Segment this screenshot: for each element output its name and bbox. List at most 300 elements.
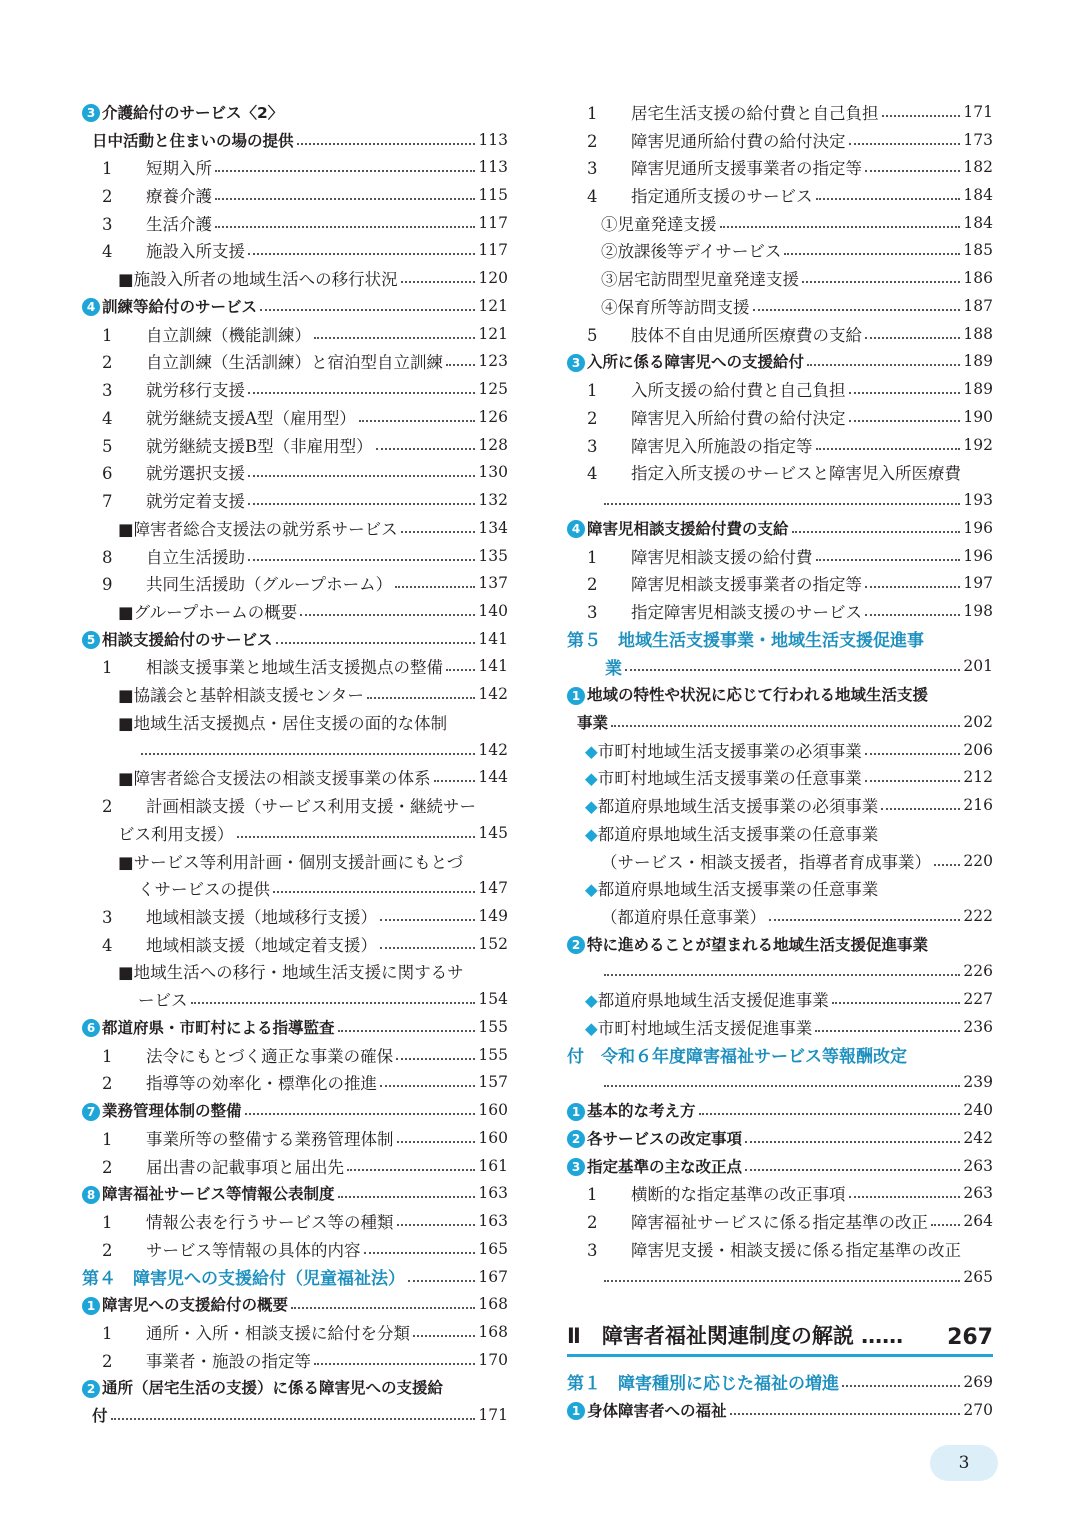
toc-entry-text xyxy=(567,128,846,152)
toc-entry xyxy=(82,1290,508,1318)
item-number: 4 xyxy=(587,464,598,484)
chapter-title: 付 令和６年度障害福祉サービス等報酬改定 xyxy=(567,1047,907,1068)
entry-title-cont: ビス利用支援） xyxy=(118,824,234,844)
item-title: 入所支援の給付費と自己負担 xyxy=(631,381,846,401)
dot-leader xyxy=(604,974,960,976)
dot-leader xyxy=(446,669,475,671)
dot-leader xyxy=(934,864,960,866)
toc-entry-text xyxy=(567,987,829,1011)
sub-item-title: ■地域生活への移行・地域生活支援に関するサ xyxy=(118,963,464,983)
page-ref: 189 xyxy=(963,380,993,399)
dot-leader xyxy=(842,1385,960,1387)
dot-leader xyxy=(865,753,961,755)
item-title: 計画相談支援（サービス利用支援・継続サー xyxy=(146,797,476,817)
item-number: 3 xyxy=(587,1240,598,1260)
page-ref: 222 xyxy=(963,907,993,925)
dot-leader xyxy=(297,143,476,145)
toc-entry xyxy=(82,209,508,237)
dot-leader xyxy=(401,531,476,533)
item-number: 1 xyxy=(102,325,113,345)
part-heading xyxy=(567,1314,993,1357)
dot-leader xyxy=(408,1280,475,1282)
dot-leader xyxy=(699,1113,961,1115)
page-ref: 134 xyxy=(478,518,508,537)
item-title: 就労選択支援 xyxy=(146,464,245,484)
page-ref: 142 xyxy=(478,685,508,704)
toc-entry-text xyxy=(567,1099,696,1121)
item-number: 1 xyxy=(587,381,598,401)
section-title: 身体障害者への福祉 xyxy=(587,1401,727,1420)
item-title: 通所・入所・相談支援に給付を分類 xyxy=(146,1323,410,1343)
toc-entry-text xyxy=(567,350,804,372)
toc-entry-text xyxy=(82,211,212,235)
dot-leader xyxy=(401,281,476,283)
toc-entry xyxy=(82,819,508,847)
toc-entry-text xyxy=(567,738,862,762)
toc-entry-text xyxy=(82,377,245,401)
item-title: 自立生活援助 xyxy=(146,547,245,567)
toc-entry-text xyxy=(82,1320,410,1344)
toc-entry xyxy=(82,708,508,736)
dot-leader xyxy=(215,198,475,200)
item-number: 1 xyxy=(102,1213,113,1233)
toc-entry-text xyxy=(82,682,364,706)
item-title: 肢体不自由児通所医療費の支給 xyxy=(631,325,862,345)
dot-leader xyxy=(248,559,475,561)
item-number: 1 xyxy=(102,159,113,179)
section-number-badge: 4 xyxy=(82,298,100,316)
section-number-badge: 3 xyxy=(567,1158,585,1176)
toc-entry xyxy=(567,181,993,209)
section-number-badge: 3 xyxy=(567,354,585,372)
toc-entry xyxy=(82,320,508,348)
dot-leader xyxy=(865,614,960,616)
page-ref: 140 xyxy=(478,601,508,620)
toc-entry-text xyxy=(567,266,799,290)
sub-item-title: ①児童発達支援 xyxy=(601,214,717,234)
toc-entry xyxy=(82,847,508,875)
dot-leader xyxy=(300,614,475,616)
toc-entry xyxy=(82,902,508,930)
dot-leader xyxy=(248,503,475,505)
toc-entry-text xyxy=(567,1127,742,1149)
page-ref: 120 xyxy=(478,269,508,288)
dot-leader xyxy=(434,780,476,782)
dot-leader xyxy=(865,586,960,588)
sub-item-title: 都道府県地域生活支援事業の必須事業 xyxy=(597,797,879,817)
toc-entry xyxy=(567,958,993,986)
dot-leader xyxy=(730,1413,961,1415)
page-ref: 142 xyxy=(478,740,508,759)
page-ref: 236 xyxy=(963,1017,993,1036)
item-title: 自立訓練（生活訓練）と宿泊型自立訓練 xyxy=(146,353,443,373)
page-ref: 186 xyxy=(963,269,993,288)
dot-leader xyxy=(260,309,475,311)
dot-leader xyxy=(446,364,475,366)
dot-leader xyxy=(395,586,475,588)
toc-entry-text xyxy=(82,183,212,207)
section-title: 各サービスの改定事項 xyxy=(587,1129,743,1148)
item-title: 相談支援事業と地域生活支援拠点の整備 xyxy=(146,658,443,678)
item-title: 事業者・施設の指定等 xyxy=(146,1351,311,1371)
item-title: 障害児通所給付費の給付決定 xyxy=(631,131,846,151)
toc-entry xyxy=(567,458,993,486)
page-ref: 121 xyxy=(478,324,508,343)
toc-entry-text xyxy=(82,349,443,373)
page-ref: 160 xyxy=(478,1128,508,1147)
item-number: 1 xyxy=(587,1185,598,1205)
toc-entry xyxy=(567,542,993,570)
section-title: 基本的な考え方 xyxy=(587,1102,696,1121)
toc-entry-text xyxy=(82,155,212,179)
toc-entry xyxy=(567,486,993,514)
dot-leader xyxy=(248,392,475,394)
dot-leader xyxy=(314,1363,475,1365)
toc-entry xyxy=(567,237,993,265)
item-number: 3 xyxy=(102,908,113,927)
dot-leader xyxy=(849,1196,961,1198)
page-ref: 220 xyxy=(963,851,993,870)
toc-entry-text xyxy=(567,849,931,873)
toc-entry-text xyxy=(82,1182,335,1204)
item-number: 3 xyxy=(587,159,598,179)
toc-entry-text xyxy=(567,793,878,817)
entry-title: 日中活動と住まいの場の提供 xyxy=(92,131,294,150)
toc-entry-text xyxy=(82,516,398,540)
page-ref: 240 xyxy=(963,1101,993,1120)
toc-entry xyxy=(82,375,508,403)
toc-entry xyxy=(567,625,993,653)
section-number-badge: 8 xyxy=(82,1186,100,1204)
toc-entry-text xyxy=(567,238,781,262)
section-number-badge: 1 xyxy=(567,1103,585,1121)
item-title: 障害児支援・相談支援に係る指定基準の改正 xyxy=(631,1240,961,1260)
toc-entry-text xyxy=(82,1016,335,1038)
dot-leader xyxy=(802,281,960,283)
toc-entry xyxy=(567,126,993,154)
toc-entry-text xyxy=(82,959,464,983)
diamond-icon: ◆ xyxy=(585,797,598,817)
sub-item-title: 市町村地域生活支援事業の任意事業 xyxy=(597,769,862,789)
toc-entry-text xyxy=(567,1042,907,1067)
dot-leader xyxy=(816,198,961,200)
dot-leader xyxy=(291,1307,475,1309)
sub-item-title: ④保育所等訪問支援 xyxy=(601,297,750,317)
dot-leader xyxy=(314,337,475,339)
entry-title-cont: ービス xyxy=(138,991,188,1011)
item-number: 4 xyxy=(102,408,113,428)
page-ref: 135 xyxy=(478,546,508,565)
toc-entry xyxy=(567,819,993,847)
page-ref: 212 xyxy=(963,768,993,787)
toc-entry-text xyxy=(82,1209,394,1233)
toc-entry-text xyxy=(82,987,188,1011)
toc-entry-text xyxy=(82,101,283,123)
toc-entry xyxy=(567,569,993,597)
page-ref: 145 xyxy=(478,823,508,842)
toc-entry xyxy=(82,597,508,625)
page-ref: 160 xyxy=(478,1101,508,1120)
section-number-badge: 2 xyxy=(567,936,585,954)
page-ref: 216 xyxy=(963,796,993,815)
entry-title-cont: くサービスの提供 xyxy=(138,880,270,900)
toc-entry-text xyxy=(567,1181,846,1205)
page-ref: 115 xyxy=(478,186,508,205)
toc-entry xyxy=(567,902,993,930)
page-ref: 165 xyxy=(478,1239,508,1258)
page-ref: 206 xyxy=(963,740,993,759)
dot-leader xyxy=(347,1169,475,1171)
section-number-badge: 7 xyxy=(82,1103,100,1121)
dot-leader xyxy=(376,448,476,450)
chapter-title-cont: 業 xyxy=(605,658,622,679)
toc-entry xyxy=(567,874,993,902)
toc-entry xyxy=(82,1263,508,1291)
page-ref: 125 xyxy=(478,380,508,399)
toc-entry xyxy=(82,625,508,653)
page-ref: 270 xyxy=(963,1400,993,1419)
section-number-badge: 2 xyxy=(82,1380,100,1398)
page-ref: 239 xyxy=(963,1073,993,1092)
page-ref: 155 xyxy=(478,1017,508,1036)
page-ref: 188 xyxy=(963,324,993,343)
page-ref: 141 xyxy=(478,629,508,648)
page-ref: 147 xyxy=(478,879,508,898)
page-ref: 187 xyxy=(963,296,993,315)
section-number-badge: 3 xyxy=(82,104,100,122)
toc-entry-text xyxy=(567,821,878,845)
dot-leader xyxy=(745,1169,960,1171)
toc-entry xyxy=(567,98,993,126)
item-number: 2 xyxy=(102,1157,113,1177)
toc-entry xyxy=(82,1401,508,1429)
sub-item-title: ■サービス等利用計画・個別支援計画にもとづ xyxy=(118,852,464,872)
item-title: 居宅生活支援の給付費と自己負担 xyxy=(631,103,879,123)
item-number: 2 xyxy=(587,1213,598,1233)
page-ref: 113 xyxy=(478,130,508,149)
toc-entry-text xyxy=(567,711,608,733)
page-ref: 123 xyxy=(478,352,508,371)
entry-title: 付 xyxy=(92,1407,108,1426)
item-number: 1 xyxy=(102,658,113,678)
sub-item-title: ■障害者総合支援法の相談支援事業の体系 xyxy=(118,769,431,789)
toc-entry-text xyxy=(82,904,377,928)
section-title: 障害児への支援給付の概要 xyxy=(102,1296,289,1315)
page-ref: 198 xyxy=(963,601,993,620)
item-number: 7 xyxy=(102,492,113,512)
item-number: 5 xyxy=(587,325,598,345)
toc-entry xyxy=(567,1124,993,1152)
item-number: 5 xyxy=(102,436,113,456)
toc-entry-text xyxy=(82,821,234,845)
toc-entry xyxy=(567,736,993,764)
toc-entry xyxy=(82,237,508,265)
toc-entry-text xyxy=(567,876,878,900)
section-title: 相談支援給付のサービス xyxy=(102,630,273,649)
toc-entry xyxy=(82,292,508,320)
page-ref: 163 xyxy=(478,1212,508,1231)
toc-entry xyxy=(82,514,508,542)
item-title: 自立訓練（機能訓練） xyxy=(146,325,311,345)
item-number: 1 xyxy=(102,1129,113,1149)
page-ref: 132 xyxy=(478,491,508,510)
toc-entry xyxy=(567,264,993,292)
dot-leader xyxy=(359,420,475,422)
toc-entry xyxy=(82,874,508,902)
toc-entry-text xyxy=(82,295,257,317)
toc-entry-text xyxy=(82,1293,288,1315)
dot-leader xyxy=(413,1335,475,1337)
sub-item-title: ■地域生活支援拠点・居住支援の面的な体制 xyxy=(118,713,448,733)
toc-entry-text xyxy=(567,1237,961,1261)
page-ref: 117 xyxy=(478,241,508,260)
page-ref: 269 xyxy=(963,1372,993,1391)
toc-entry xyxy=(567,1179,993,1207)
toc-entry xyxy=(82,542,508,570)
page-ref: 137 xyxy=(478,574,508,593)
toc-entry xyxy=(567,320,993,348)
dot-leader xyxy=(141,753,475,755)
item-number: 2 xyxy=(102,187,113,207)
sub-item-title: 都道府県地域生活支援事業の任意事業 xyxy=(597,824,879,844)
diamond-icon: ◆ xyxy=(585,741,598,761)
toc-entry-text xyxy=(82,1070,377,1094)
section-title: 地域の特性や状況に応じて行われる地域生活支援 xyxy=(587,686,929,705)
toc-entry xyxy=(567,292,993,320)
toc-entry-text xyxy=(82,488,245,512)
dot-leader xyxy=(849,392,961,394)
page-ref: 161 xyxy=(478,1156,508,1175)
entry-title-cont: （都道府県任意事業） xyxy=(601,908,766,927)
section-title: 特に進めることが望まれる地域生活支援促進事業 xyxy=(587,935,929,954)
toc-entry xyxy=(567,1096,993,1124)
page-ref: 168 xyxy=(478,1322,508,1341)
page-ref: 173 xyxy=(963,130,993,149)
page-ref: 141 xyxy=(478,657,508,676)
toc-entry-text xyxy=(82,628,273,650)
dot-leader xyxy=(380,919,475,921)
toc-entry xyxy=(82,985,508,1013)
item-title: 障害児相談支援の給付費 xyxy=(631,547,813,567)
toc-entry xyxy=(567,1235,993,1263)
toc-entry-text xyxy=(82,238,245,262)
dot-leader xyxy=(745,1141,960,1143)
toc-entry-text xyxy=(82,266,398,290)
sub-item-title: ■グループホームの概要 xyxy=(118,602,298,622)
toc-entry-text xyxy=(82,932,377,956)
dot-leader xyxy=(397,1224,476,1226)
sub-item-title: 都道府県地域生活支援促進事業 xyxy=(597,991,829,1011)
toc-entry-text xyxy=(567,599,862,623)
section-number-badge: 1 xyxy=(567,1402,585,1420)
toc-entry-text xyxy=(567,544,813,568)
item-number: 2 xyxy=(102,1351,113,1371)
toc-entry xyxy=(567,209,993,237)
dot-leader xyxy=(865,780,961,782)
toc-entry xyxy=(567,791,993,819)
toc-entry xyxy=(82,958,508,986)
toc-entry-text xyxy=(82,1376,443,1398)
dot-leader xyxy=(338,1196,476,1198)
item-number: 3 xyxy=(587,436,598,456)
item-number: 3 xyxy=(587,602,598,622)
section-title: 通所（居宅生活の支援）に係る障害児への支援給 xyxy=(102,1379,444,1398)
page-ref: 152 xyxy=(478,934,508,953)
item-title: 指導等の効率化・標準化の推進 xyxy=(146,1074,377,1094)
dot-leader xyxy=(816,448,961,450)
page-ref: 185 xyxy=(963,241,993,260)
item-number: 2 xyxy=(587,575,598,595)
page-ref: 171 xyxy=(478,1406,508,1425)
item-number: 6 xyxy=(102,464,113,484)
chapter-title: 第５ 地域生活支援事業・地域生活支援促進事 xyxy=(567,631,924,652)
item-title: 就労定着支援 xyxy=(146,492,245,512)
toc-entry-text xyxy=(567,1369,839,1394)
dot-leader xyxy=(882,115,961,117)
toc-entry xyxy=(82,458,508,486)
toc-entry xyxy=(82,1318,508,1346)
toc-entry-text xyxy=(567,765,862,789)
toc-entry-text xyxy=(82,405,356,429)
sub-item-title: ②放課後等デイサービス xyxy=(601,242,782,262)
item-number: 4 xyxy=(102,935,113,955)
item-title: 就労継続支援A型（雇用型） xyxy=(146,408,356,428)
toc-entry xyxy=(82,1041,508,1069)
page-ref: 196 xyxy=(963,518,993,537)
chapter-title: 第４ 障害児への支援給付（児童福祉法） xyxy=(82,1269,405,1289)
toc-entry xyxy=(82,569,508,597)
diamond-icon: ◆ xyxy=(585,880,598,900)
section-title: 訓練等給付のサービス xyxy=(102,297,258,316)
toc-entry-text xyxy=(567,904,766,928)
toc-entry xyxy=(82,1374,508,1402)
toc-entry-text xyxy=(567,1209,928,1233)
item-number: 1 xyxy=(587,103,598,123)
diamond-icon: ◆ xyxy=(585,824,598,844)
toc-entry-text xyxy=(567,377,846,401)
page-ref: 264 xyxy=(963,1212,993,1231)
toc-entry xyxy=(567,1013,993,1041)
toc-entry-text xyxy=(567,211,717,235)
page-ref: 128 xyxy=(478,435,508,454)
toc-entry xyxy=(82,98,508,126)
entry-title: 事業 xyxy=(577,713,609,732)
toc-entry-text xyxy=(82,765,431,789)
toc-entry-text xyxy=(82,571,392,595)
toc-entry-text xyxy=(82,793,476,817)
toc-entry xyxy=(82,1069,508,1097)
toc-entry-text xyxy=(567,1155,742,1177)
sub-item-title: ③居宅訪問型児童発達支援 xyxy=(601,270,799,290)
toc-entry xyxy=(82,1096,508,1124)
item-number: 4 xyxy=(587,187,598,207)
toc-entry xyxy=(567,764,993,792)
section-title: 障害福祉サービス等情報公表制度 xyxy=(102,1185,335,1204)
toc-entry-text xyxy=(567,571,862,595)
sub-item-title: ■障害者総合支援法の就労系サービス xyxy=(118,519,398,539)
section-number-badge: 6 xyxy=(82,1019,100,1037)
dot-leader xyxy=(865,170,960,172)
chapter-title: 第１ 障害種別に応じた福祉の増進 xyxy=(567,1374,839,1395)
dot-leader xyxy=(625,669,960,671)
toc-entry-text xyxy=(82,1404,108,1426)
toc-entry-text xyxy=(567,683,928,705)
section-number-badge: 4 xyxy=(567,520,585,538)
page-ref: 113 xyxy=(478,158,508,177)
item-title: 指定入所支援のサービスと障害児入所医療費 xyxy=(631,464,961,484)
item-number: 2 xyxy=(102,1240,113,1260)
dot-leader xyxy=(396,1058,475,1060)
